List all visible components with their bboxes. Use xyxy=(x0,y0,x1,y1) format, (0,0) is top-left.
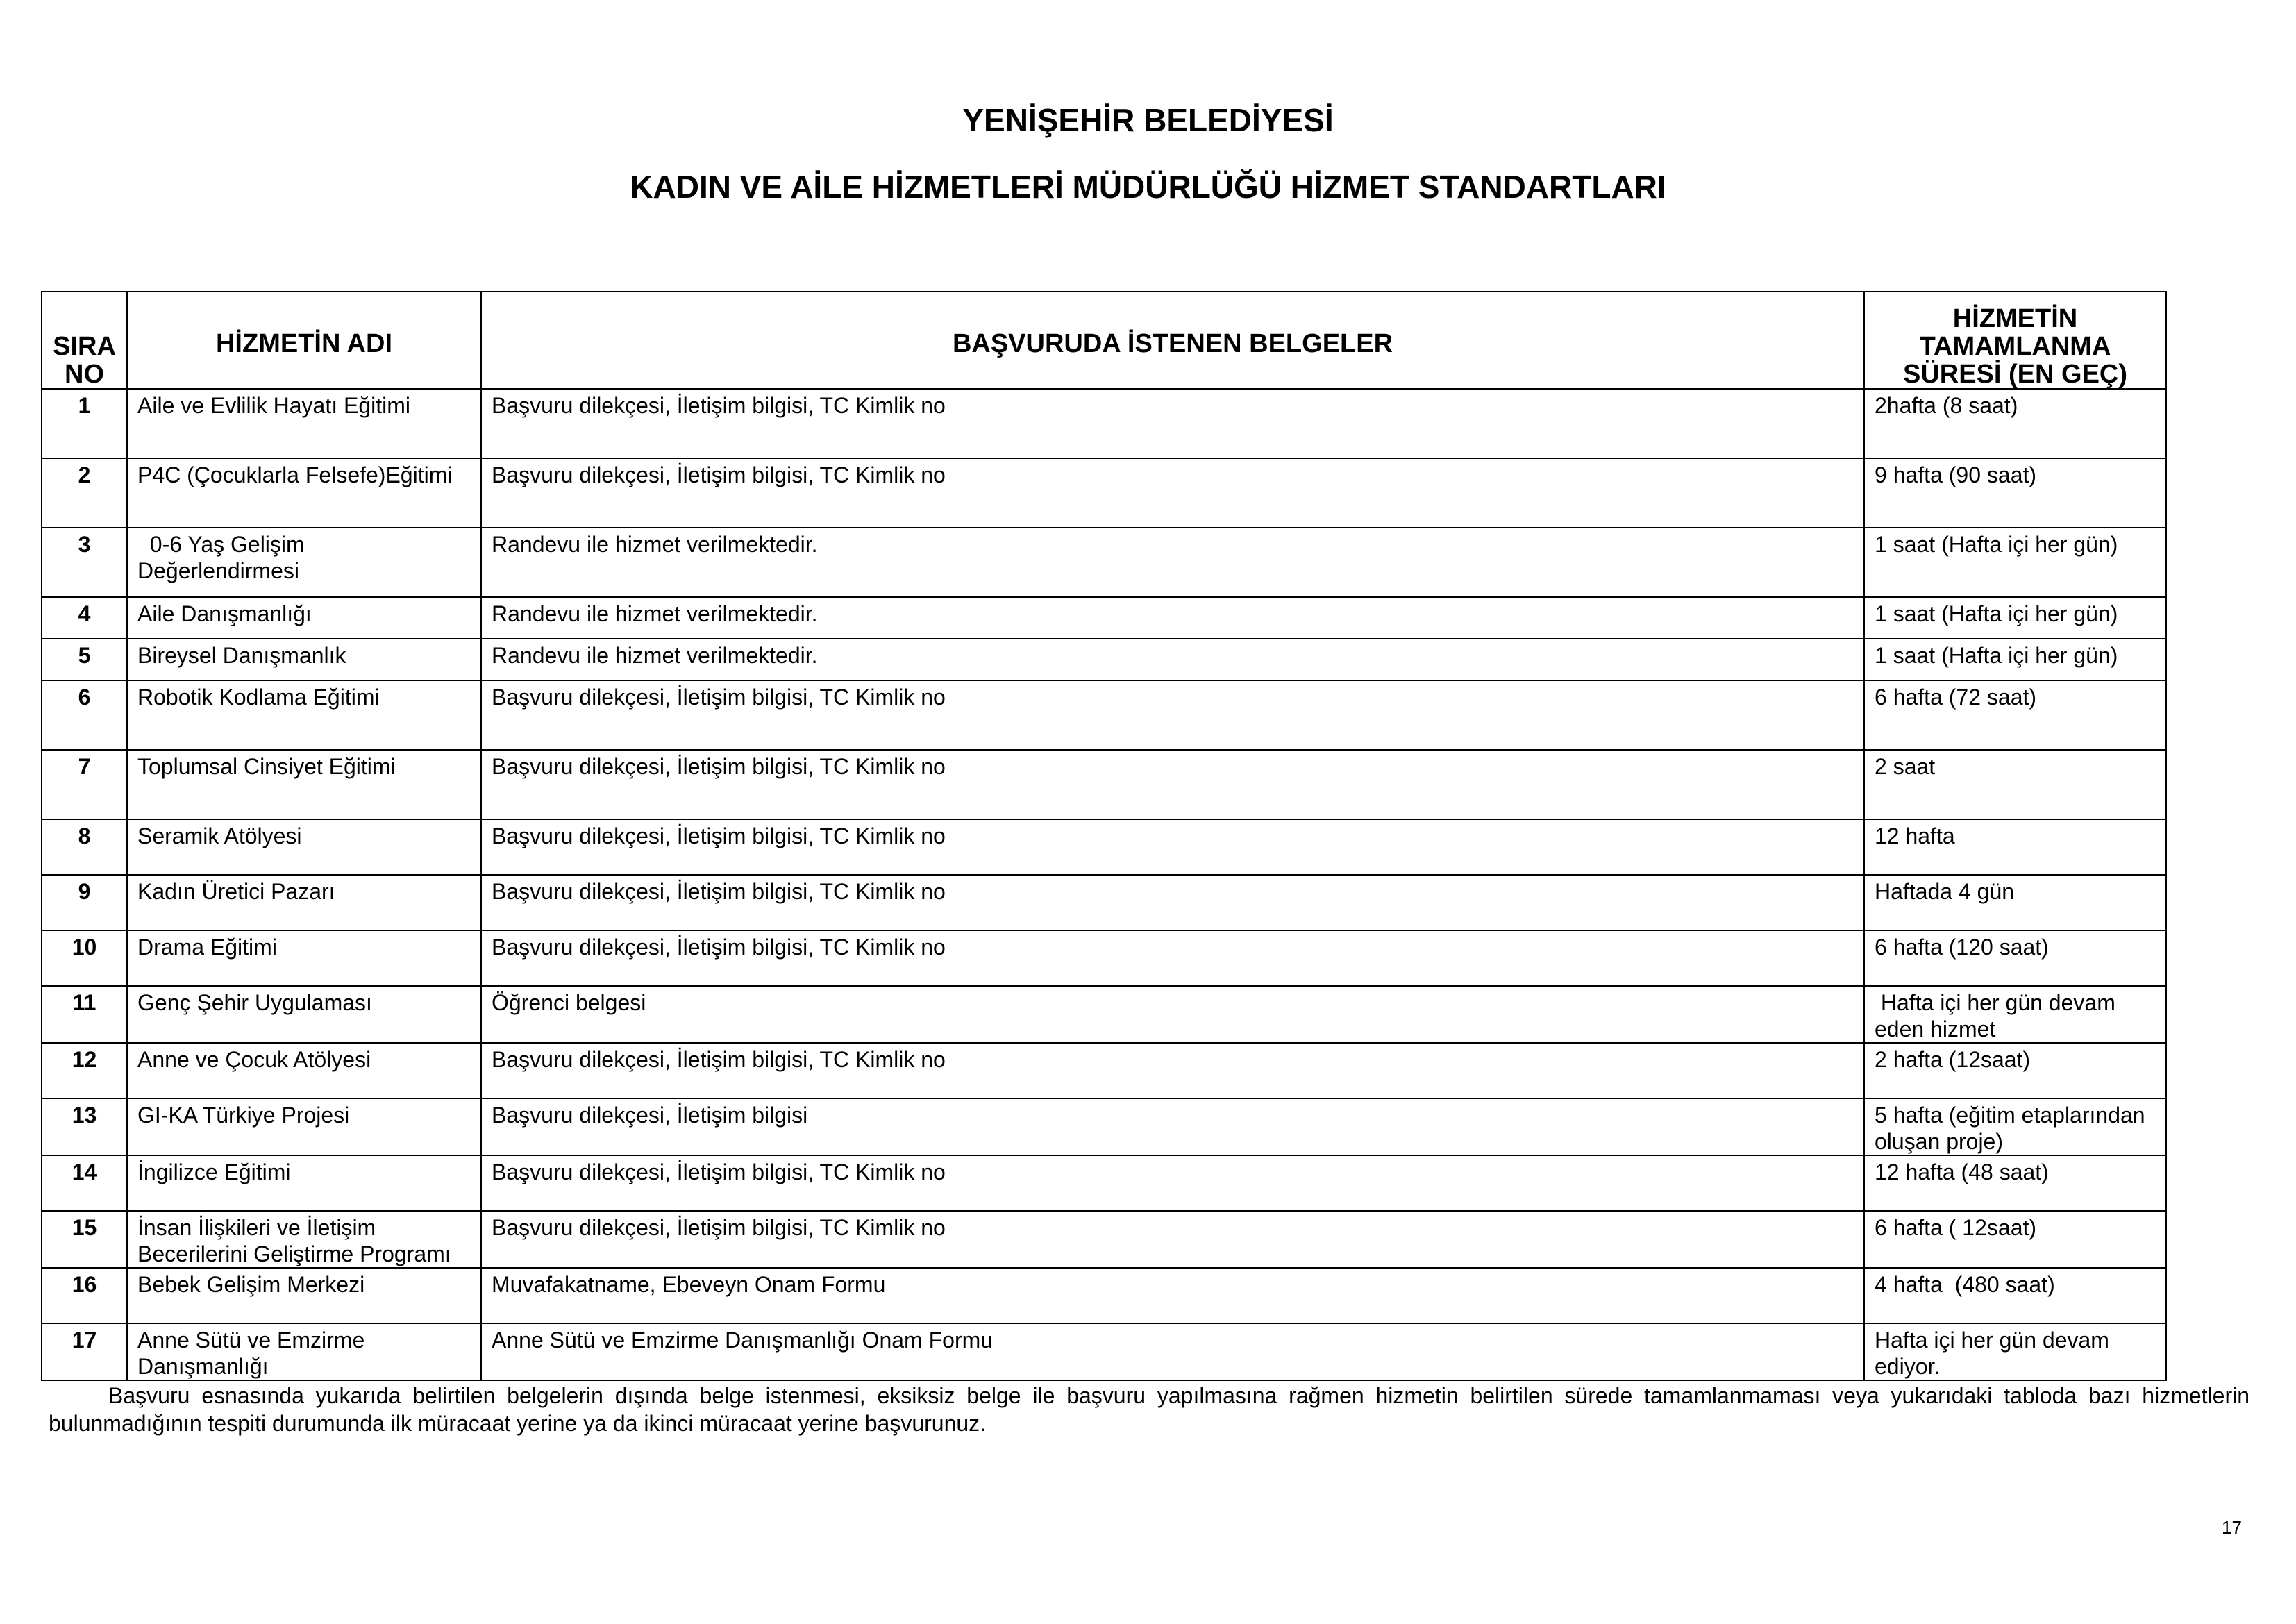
service-name: Anne Sütü ve Emzirme Danışmanlığı xyxy=(127,1323,481,1380)
completion-time: 5 hafta (eğitim etaplarından oluşan proje) xyxy=(1864,1098,2166,1155)
service-name: P4C (Çocuklarla Felsefe)Eğitimi xyxy=(127,458,481,528)
completion-time: 6 hafta (120 saat) xyxy=(1864,930,2166,986)
service-standards-table xyxy=(41,291,2167,1381)
row-number: 12 xyxy=(42,1043,127,1098)
completion-time: 12 hafta xyxy=(1864,819,2166,875)
row-number: 6 xyxy=(42,680,127,750)
service-name: Bireysel Danışmanlık xyxy=(127,639,481,680)
completion-time: 6 hafta (72 saat) xyxy=(1864,680,2166,750)
column-header-no: SIRA NO xyxy=(42,292,127,389)
completion-time: 1 saat (Hafta içi her gün) xyxy=(1864,597,2166,639)
required-documents: Başvuru dilekçesi, İletişim bilgisi, TC Kimlik no xyxy=(481,458,1864,528)
required-documents: Başvuru dilekçesi, İletişim bilgisi, TC Kimlik no xyxy=(481,1211,1864,1268)
completion-time: 2 saat xyxy=(1864,750,2166,819)
column-header-duration: HİZMETİN TAMAMLANMA SÜRESİ (EN GEÇ) xyxy=(1864,292,2166,389)
required-documents: Öğrenci belgesi xyxy=(481,986,1864,1043)
table-row xyxy=(42,875,2166,930)
page-title: YENİŞEHİR BELEDİYESİ xyxy=(962,102,1334,138)
row-number: 1 xyxy=(42,389,127,458)
required-documents: Başvuru dilekçesi, İletişim bilgisi, TC Kimlik no xyxy=(481,389,1864,458)
service-name: Anne ve Çocuk Atölyesi xyxy=(127,1043,481,1098)
table-row xyxy=(42,750,2166,819)
required-documents: Randevu ile hizmet verilmektedir. xyxy=(481,639,1864,680)
table-row xyxy=(42,1323,2166,1380)
table-header-row xyxy=(42,292,2166,389)
required-documents: Randevu ile hizmet verilmektedir. xyxy=(481,528,1864,597)
service-name: Seramik Atölyesi xyxy=(127,819,481,875)
table-row xyxy=(42,389,2166,458)
completion-time: 2hafta (8 saat) xyxy=(1864,389,2166,458)
completion-time: Hafta içi her gün devam eden hizmet xyxy=(1864,986,2166,1043)
table-row xyxy=(42,819,2166,875)
completion-time: 6 hafta ( 12saat) xyxy=(1864,1211,2166,1268)
table-row xyxy=(42,1043,2166,1098)
completion-time: 2 hafta (12saat) xyxy=(1864,1043,2166,1098)
service-name: 0-6 Yaş Gelişim Değerlendirmesi xyxy=(127,528,481,597)
table-row xyxy=(42,528,2166,597)
page-number: 17 xyxy=(2222,1517,2242,1538)
service-name: GI-KA Türkiye Projesi xyxy=(127,1098,481,1155)
required-documents: Başvuru dilekçesi, İletişim bilgisi, TC Kimlik no xyxy=(481,819,1864,875)
table-row xyxy=(42,458,2166,528)
required-documents: Başvuru dilekçesi, İletişim bilgisi, TC Kimlik no xyxy=(481,1155,1864,1211)
completion-time: Hafta içi her gün devam ediyor. xyxy=(1864,1323,2166,1380)
completion-time: Haftada 4 gün xyxy=(1864,875,2166,930)
service-name: Kadın Üretici Pazarı xyxy=(127,875,481,930)
table-row xyxy=(42,1155,2166,1211)
footnote: Başvuru esnasında yukarıda belirtilen belgelerin dışında belge istenmesi, eksiksiz belge ile başvuru yapılmasına rağmen hizmetin belirtilen sürede tamamlanmaması veya yukarıdaki tabloda bazı hizmetlerin bulunmadığının tespiti durumunda ilk müracaat yerine ya da ikinci müracaat yerine başvurunuz. xyxy=(49,1383,2249,1436)
row-number: 5 xyxy=(42,639,127,680)
required-documents: Başvuru dilekçesi, İletişim bilgisi, TC Kimlik no xyxy=(481,875,1864,930)
required-documents: Başvuru dilekçesi, İletişim bilgisi, TC Kimlik no xyxy=(481,1043,1864,1098)
row-number: 10 xyxy=(42,930,127,986)
table-row xyxy=(42,1268,2166,1323)
table-row xyxy=(42,639,2166,680)
row-number: 4 xyxy=(42,597,127,639)
required-documents: Başvuru dilekçesi, İletişim bilgisi, TC Kimlik no xyxy=(481,750,1864,819)
row-number: 15 xyxy=(42,1211,127,1268)
required-documents: Başvuru dilekçesi, İletişim bilgisi, TC Kimlik no xyxy=(481,930,1864,986)
row-number: 16 xyxy=(42,1268,127,1323)
required-documents: Başvuru dilekçesi, İletişim bilgisi, TC Kimlik no xyxy=(481,680,1864,750)
service-standards-table-container xyxy=(41,291,2165,1381)
table-row xyxy=(42,986,2166,1043)
required-documents: Randevu ile hizmet verilmektedir. xyxy=(481,597,1864,639)
table-row xyxy=(42,680,2166,750)
page-subtitle: KADIN VE AİLE HİZMETLERİ MÜDÜRLÜĞÜ HİZMET STANDARTLARI xyxy=(630,169,1666,205)
service-name: Genç Şehir Uygulaması xyxy=(127,986,481,1043)
table-row xyxy=(42,1098,2166,1155)
completion-time: 12 hafta (48 saat) xyxy=(1864,1155,2166,1211)
required-documents: Başvuru dilekçesi, İletişim bilgisi xyxy=(481,1098,1864,1155)
row-number: 14 xyxy=(42,1155,127,1211)
completion-time: 1 saat (Hafta içi her gün) xyxy=(1864,639,2166,680)
service-name: Toplumsal Cinsiyet Eğitimi xyxy=(127,750,481,819)
table-row xyxy=(42,1211,2166,1268)
service-name: İnsan İlişkileri ve İletişim Becerilerini Geliştirme Programı xyxy=(127,1211,481,1268)
table-row xyxy=(42,930,2166,986)
service-name: Bebek Gelişim Merkezi xyxy=(127,1268,481,1323)
service-name: Aile ve Evlilik Hayatı Eğitimi xyxy=(127,389,481,458)
row-number: 8 xyxy=(42,819,127,875)
completion-time: 4 hafta (480 saat) xyxy=(1864,1268,2166,1323)
completion-time: 1 saat (Hafta içi her gün) xyxy=(1864,528,2166,597)
service-name: Drama Eğitimi xyxy=(127,930,481,986)
row-number: 13 xyxy=(42,1098,127,1155)
service-name: Aile Danışmanlığı xyxy=(127,597,481,639)
column-header-documents: BAŞVURUDA İSTENEN BELGELER xyxy=(481,292,1864,389)
service-name: İngilizce Eğitimi xyxy=(127,1155,481,1211)
row-number: 3 xyxy=(42,528,127,597)
service-name: Robotik Kodlama Eğitimi xyxy=(127,680,481,750)
required-documents: Muvafakatname, Ebeveyn Onam Formu xyxy=(481,1268,1864,1323)
column-header-service: HİZMETİN ADI xyxy=(127,292,481,389)
row-number: 11 xyxy=(42,986,127,1043)
row-number: 7 xyxy=(42,750,127,819)
row-number: 9 xyxy=(42,875,127,930)
required-documents: Anne Sütü ve Emzirme Danışmanlığı Onam Formu xyxy=(481,1323,1864,1380)
row-number: 17 xyxy=(42,1323,127,1380)
row-number: 2 xyxy=(42,458,127,528)
completion-time: 9 hafta (90 saat) xyxy=(1864,458,2166,528)
table-row xyxy=(42,597,2166,639)
